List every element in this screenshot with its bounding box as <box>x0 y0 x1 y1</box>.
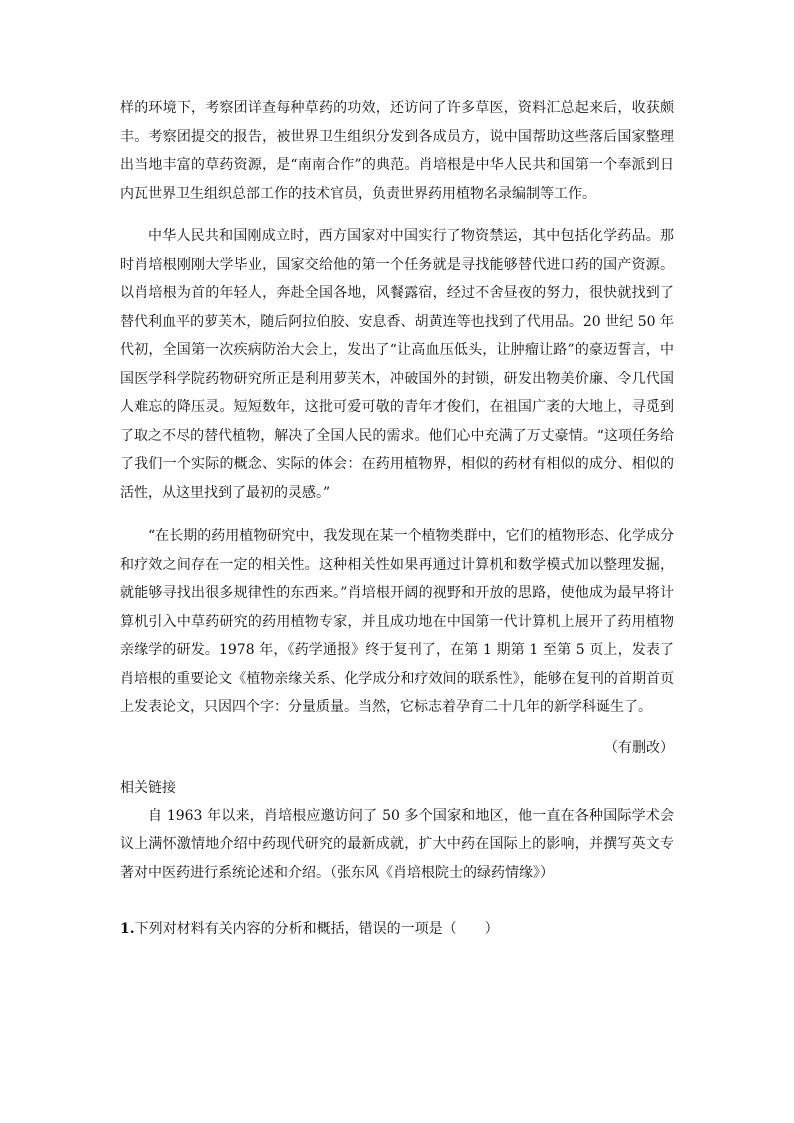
question-1 <box>120 915 674 943</box>
related-link-heading: 相关链接 <box>120 779 176 796</box>
edit-note: （有删改） <box>604 739 674 756</box>
question-number: 1. <box>120 921 135 937</box>
document-page <box>120 94 674 943</box>
paragraph-founding-era: 中华人民共和国刚成立时，西方国家对中国实行了物资禁运，其中包括化学药品。那时肖培根刚刚大学毕业，国家交给他的第一个任务就是寻找能够替代进口药的国产资源。以肖培根为首的年轻人，奔赴全国各地，风餐露宿，经过不舍昼夜的努力，很快就找到了替代利血平的萝芙木，随后阿拉伯胶、安息香、胡黄连等也找到了代用品。20 世纪 50 年代初，全国第一次疾病防治大会上，发出了“让高血压低头，让肿瘤让路”的豪迈誓言，中国医学科学院药物研究所正是利用萝芙木，冲破国外的封锁，研发出物美价廉、令几代国人难忘的降压灵。短短数年，这批可爱可敬的青年才俊们，在祖国广袤的大地上，寻觅到了取之不尽的替代植物，解决了全国人民的需求。他们心中充满了万丈豪情。“这项任务给了我们一个实际的概念、实际的体会：在药用植物界，相似的药材有相似的成分、相似的活性，从这里找到了最初的灵感。” <box>120 228 674 501</box>
paragraph-quote-research: “在长期的药用植物研究中，我发现在某一个植物类群中，它们的植物形态、化学成分和疗效之间存在一定的相关性。这种相关性如果再通过计算机和数学模式加以整理发掘，就能够寻找出很多规律性的东西来。”肖培根开阔的视野和开放的思路，使他成为最早将计算机引入中草药研究的药用植物专家，并且成功地在中国第一代计算机上展开了药用植物亲缘学的研发。1978 年，《药学通报》终于复刊了，在第 1 期第 1 至第 5 页上，发表了肖培根的重要论文《植物亲缘关系、化学成分和疗效间的联系性》，能够在复刊的首期首页上发表论文，只因四个字：分量质量。当然，它标志着孕育二十几年的新学科诞生了。 <box>120 528 674 715</box>
paragraph-continued: 样的环境下，考察团详查每种草药的功效，还访问了许多草医，资料汇总起来后，收获颇丰。考察团提交的报告，被世界卫生组织分发到各成员方，说中国帮助这些落后国家整理出当地丰富的草药资源，是“南南合作”的典范。肖培根是中华人民共和国第一个奉派到日内瓦世界卫生组织总部工作的技术官员，负责世界药用植物名录编制等工作。 <box>120 100 674 202</box>
question-text: 下列对材料有关内容的分析和概括，错误的一项是（ ） <box>134 921 499 937</box>
related-link-paragraph: 自 1963 年以来，肖培根应邀访问了 50 多个国家和地区，他一直在各种国际学术会议上满怀激情地介绍中药现代研究的最新成就，扩大中药在国际上的影响，并撰写英文专著对中医药进行系统论述和介绍。（张东风《肖培根院士的绿药情缘》） <box>120 807 674 881</box>
